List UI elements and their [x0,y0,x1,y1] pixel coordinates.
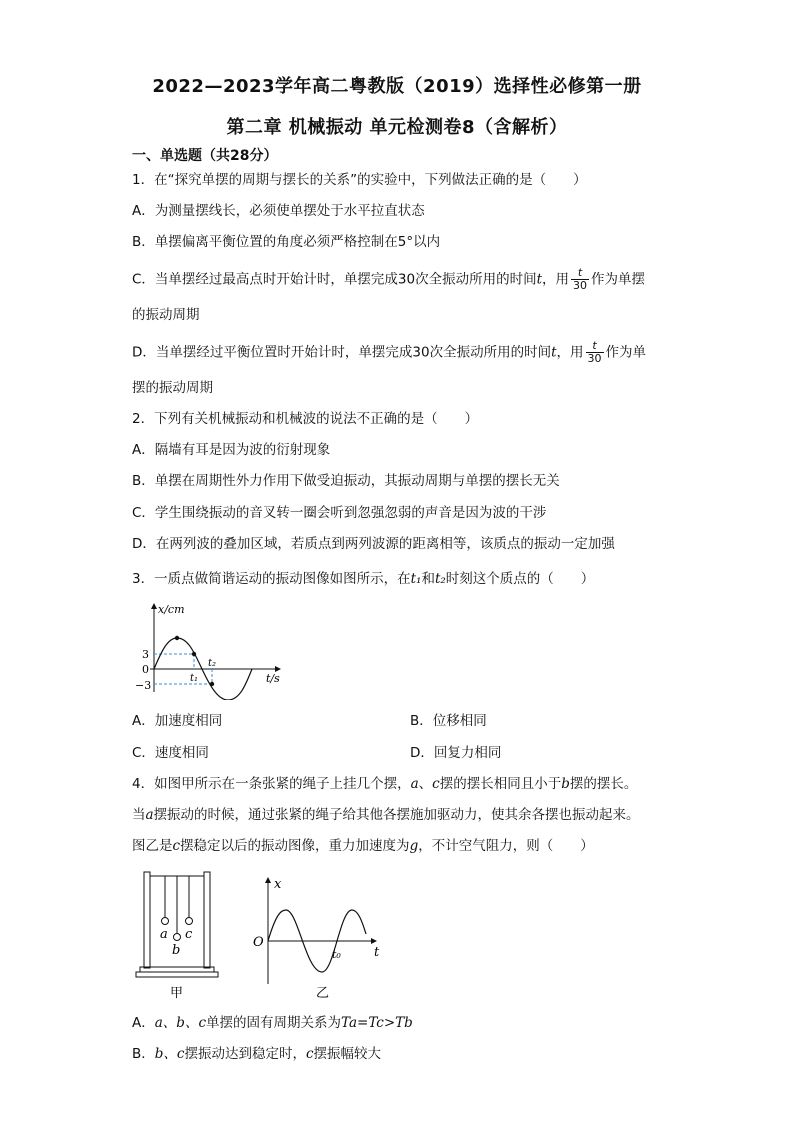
yi-x-label: x [274,877,282,892]
q2-option-d: D．在两列波的叠加区域，若质点到两列波源的距离相等，该质点的振动一定加强 [132,536,615,552]
yi-caption: 乙 [316,986,330,1001]
q3-stem-post: 时刻这个质点的（ ） [445,571,595,587]
q4-figure-yi [250,866,390,1001]
q2-option-a: A．隔墙有耳是因为波的衍射现象 [132,442,331,458]
q1-c-mid: ，用 [542,271,570,288]
q3-vibration-graph [132,600,302,700]
jia-bob-a [162,918,169,925]
q1-option-c-cont: 的振动周期 [132,307,200,323]
q1-c-frac-den: 30 [573,279,588,292]
q4-s1-post: 摆的摆长。 [569,776,638,792]
q1-d-fraction [586,340,604,365]
q4-b-post: 摆振动达到稳定时， [184,1046,306,1062]
jia-left-post [144,872,150,968]
jia-base-bottom [136,972,218,977]
q3-label-t1: t₁ [190,673,199,684]
q3-option-d: D．回复力相同 [410,745,502,761]
q1-option-b: B．单摆偏离平衡位置的角度必须严格控制在5°以内 [132,234,441,250]
q4-option-b [132,1044,381,1064]
q4-a-relation: Ta=Tc>Tb [341,1015,413,1031]
q3-stem-t1: t₁ [410,571,422,587]
q1-option-a: A．为测量摆线长，必须使单摆处于水平拉直状态 [132,203,425,219]
q4-b-vars: b、c [154,1046,185,1062]
q4-s1-mid: 摆的摆长相同且小于 [439,776,562,792]
q3-stem-mid: 和 [421,571,435,587]
q4-stem-line1 [132,774,637,794]
doc-title-line2: 第二章 机械振动 单元检测卷8（含解析） [226,117,568,138]
q1-stem: 1．在“探究单摆的周期与摆长的关系”的实验中，下列做法正确的是（ ） [132,172,587,188]
q3-stem-pre: 3．一质点做简谐运动的振动图像如图所示，在 [132,571,411,587]
section-heading-single-choice: 一、单选题（共28分） [132,148,278,164]
q1-d-frac-num: t [586,340,604,353]
q3-label-t2: t₂ [208,658,217,669]
q4-figure-jia [132,866,222,1001]
q4-s3-g: g [409,838,419,854]
q3-option-b: B．位移相同 [410,713,487,729]
q4-a-pre: A． [132,1015,155,1031]
q4-b-c: c [305,1046,314,1062]
q3-stem [132,569,594,589]
q1-d-text: D．当单摆经过平衡位置时开始计时，单摆完成30次全振动所用的时间 [132,344,552,361]
q3-option-c: C．速度相同 [132,745,209,761]
q3-y-label: x/cm [158,603,185,616]
q4-s3-post: ，不计空气阻力，则（ ） [418,838,594,854]
q4-s1-pre: 4．如图甲所示在一条张紧的绳子上挂几个摆， [132,776,411,792]
q4-b-pre: B． [132,1046,155,1062]
q3-tick-neg3: −3 [135,679,152,692]
q1-d-var: t [551,344,557,361]
q1-d-mid: ，用 [556,344,584,361]
jia-right-post [204,872,210,968]
q3-point-peak [175,636,179,640]
q1-c-text: C．当单摆经过最高点时开始计时，单摆完成30次全振动所用的时间 [132,271,537,288]
q3-option-a: A．加速度相同 [132,713,223,729]
q4-s1-b: b [561,776,570,792]
jia-label-c: c [185,927,193,942]
jia-label-a: a [160,927,168,942]
q3-tick-0: 0 [142,663,149,676]
q3-stem-t2: t₂ [434,571,446,587]
q4-s1-sep: 、 [418,776,433,792]
yi-origin: O [253,935,264,950]
q2-option-c: C．学生围绕振动的音叉转一圈会听到忽强忽弱的声音是因为波的干涉 [132,505,547,521]
q4-s2-a: a [145,807,154,823]
q4-s2-post: 摆振动的时候，通过张紧的绳子给其他各摆施加驱动力，使其余各摆也振动起来。 [153,807,640,823]
q4-option-a [132,1013,413,1033]
q4-s3-pre: 图乙是 [132,838,173,854]
jia-bob-c [186,918,193,925]
jia-bob-b [174,934,181,941]
q4-s3-mid: 摆稳定以后的振动图像，重力加速度为 [180,838,410,854]
q3-point-t2 [210,682,214,686]
q1-d-frac-den: 30 [587,352,602,365]
yi-t-label: t [374,945,380,960]
q1-c-fraction [571,267,589,292]
q4-s2-pre: 当 [132,807,146,823]
q4-stem-line2 [132,805,640,825]
jia-base-top [140,967,214,972]
q2-option-b: B．单摆在周期性外力作用下做受迫振动，其振动周期与单摆的摆长无关 [132,473,560,489]
q1-d-post: 作为单 [605,344,647,361]
q1-c-var: t [536,271,543,288]
q4-s1-c: c [432,776,440,792]
q1-c-frac-num: t [571,267,589,280]
doc-title-line1: 2022—2023学年高二粤教版（2019）选择性必修第一册 [152,76,642,97]
q4-stem-line3 [132,836,594,856]
q2-stem: 2．下列有关机械振动和机械波的说法不正确的是（ ） [132,411,479,427]
q4-s3-c: c [172,838,181,854]
q1-option-c [132,267,645,292]
q3-x-label: t/s [266,672,280,685]
jia-label-b: b [172,943,181,958]
q4-a-mid: 单摆的固有周期关系为 [206,1015,342,1031]
q1-option-d [132,340,646,365]
yi-t0-label: t₀ [332,948,341,961]
q3-tick-3: 3 [142,648,149,661]
q1-c-post: 作为单摆 [591,271,646,288]
q1-option-d-cont: 摆的振动周期 [132,380,213,396]
q3-point-t1 [192,652,196,656]
q4-b-end: 摆振幅较大 [313,1046,382,1062]
q4-s1-a: a [410,776,419,792]
q4-a-vars: a、b、c [154,1015,207,1031]
jia-caption: 甲 [170,986,184,1001]
